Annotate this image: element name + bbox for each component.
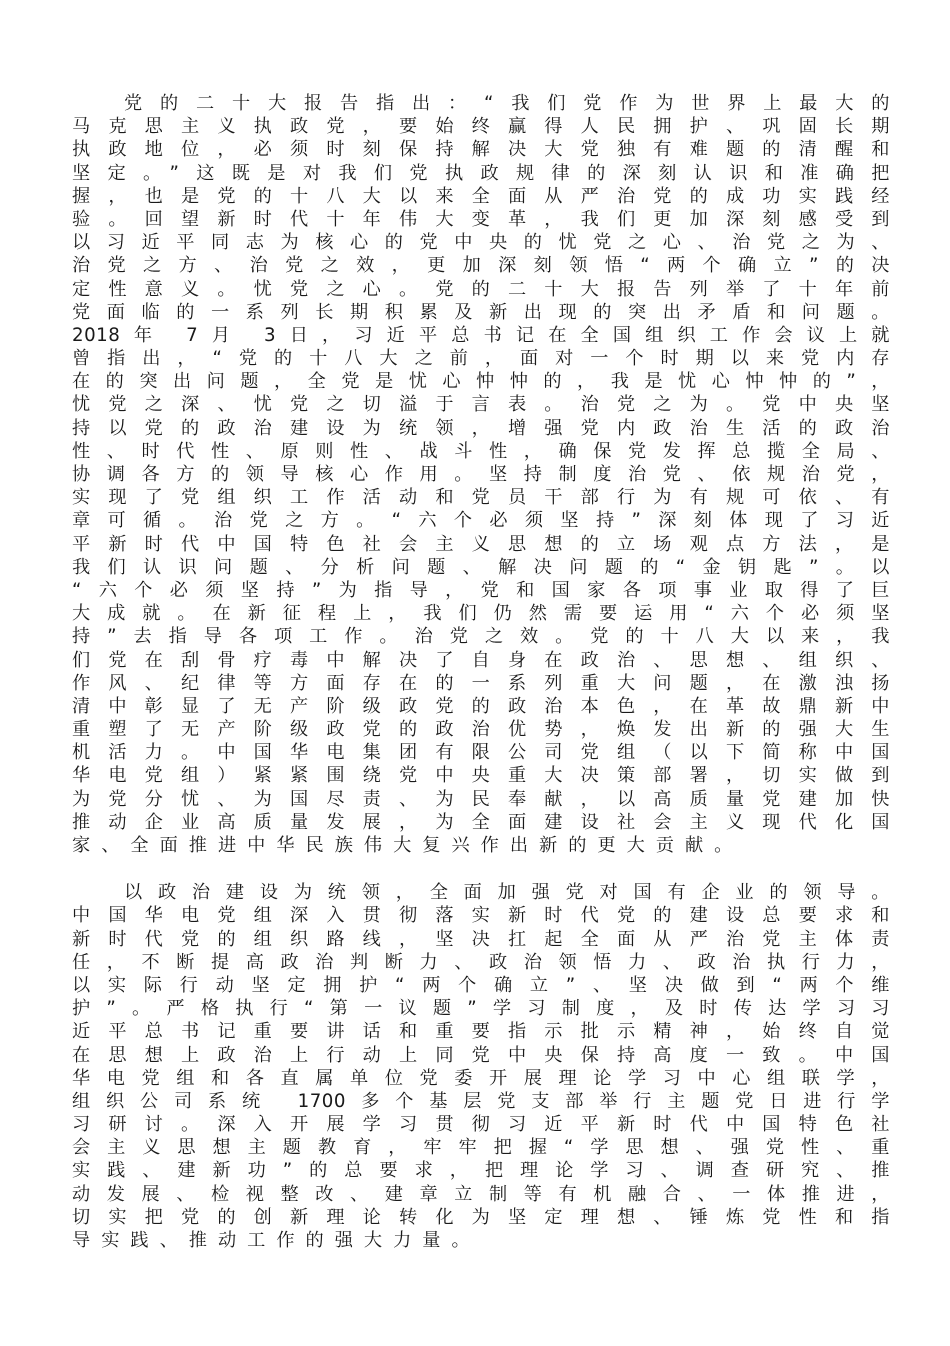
text-line: 执政地位，必须时刻保持解决大党独有难题的清醒和: [72, 139, 890, 161]
text-line: 们党在刮骨疗毒中解决了自身在政治、思想、组织、: [72, 649, 890, 671]
text-line: 性、时代性、原则性、战斗性，确保党发挥总揽全局、: [72, 440, 890, 462]
text-line: 协调各方的领导核心作用。坚持制度治党、依规治党，: [72, 464, 890, 485]
text-line: 作风、纪律等方面存在的一系列重大问题，在激浊扬: [72, 672, 890, 694]
text-line: 组织公司系统 1700多个基层党支部举行主题党日进行学: [72, 1090, 890, 1112]
text-line: 护”。严格执行“第一议题”学习制度，及时传达学习习: [72, 998, 890, 1020]
paragraph-2: [72, 881, 890, 1252]
text-line: 华电党组和各直属单位党委开展理论学习中心组联学，: [72, 1067, 890, 1089]
text-line: 新时代党的组织路线，坚决扛起全面从严治党主体责: [72, 928, 890, 950]
text-line: 以政治建设为统领，全面加强党对国有企业的领导。: [124, 882, 890, 904]
text-line: 近平总书记重要讲话和重要指示批示精神，始终自觉: [72, 1021, 890, 1043]
text-line: 在思想上政治上行动上同党中央保持高度一致。中国: [72, 1044, 890, 1066]
text-line: 实现了党组织工作活动和党员干部行为有规可依、有: [72, 487, 890, 509]
text-line: 章可循。治党之方。“六个必须坚持”深刻体现了习近: [72, 510, 890, 532]
text-line: 导实践、推动工作的强大力量。: [72, 1230, 481, 1251]
text-line: 党的二十大报告指出：“我们党作为世界上最大的: [124, 93, 890, 114]
text-line: “六个必须坚持”为指导，党和国家各项事业取得了巨: [72, 579, 890, 601]
text-line: 党面临的一系列长期积累及新出现的突出矛盾和问题。: [72, 301, 890, 323]
text-line: 定性意义。忧党之心。党的二十大报告列举了十年前: [72, 278, 890, 300]
text-line: 治党之方、治党之效，更加深刻领悟“两个确立”的决: [72, 255, 890, 277]
text-line: 实践、建新功”的总要求，把理论学习、调查研究、推: [72, 1160, 890, 1182]
text-line: 习研讨。深入开展学习贯彻习近平新时代中国特色社: [72, 1114, 890, 1136]
document-page: [72, 92, 890, 1252]
text-line: 在的突出问题，全党是忧心忡忡的，我是忧心忡忡的”，: [72, 371, 890, 393]
text-line: 中国华电党组深入贯彻落实新时代党的建设总要求和: [72, 905, 890, 927]
text-line: 华电党组）紧紧围绕党中央重大决策部署，切实做到: [72, 765, 890, 787]
text-line: 持”去指导各项工作。治党之效。党的十八大以来，我: [72, 626, 890, 648]
text-line: 坚定。”这既是对我们党执政规律的深刻认识和准确把: [72, 162, 890, 184]
text-line: 以实际行动坚定拥护“两个确立”、坚决做到“两个维: [72, 974, 890, 996]
text-line: 握，也是党的十八大以来全面从严治党的成功实践经: [72, 185, 890, 207]
text-line: 任，不断提高政治判断力、政治领悟力、政治执行力，: [72, 951, 890, 973]
text-line: 持以党的政治建设为统领，增强党内政治生活的政治: [72, 417, 890, 439]
text-line: 切实把党的创新理论转化为坚定理想、锤炼党性和指: [72, 1206, 890, 1228]
text-line: 会主义思想主题教育，牢牢把握“学思想、强党性、重: [72, 1137, 890, 1159]
text-line: 清中彰显了无产阶级政党的政治本色，在革故鼎新中: [72, 695, 890, 717]
text-line: 推动企业高质量发展，为全面建设社会主义现代化国: [72, 811, 890, 833]
text-line: 重塑了无产阶级政党的政治优势，焕发出新的强大生: [72, 719, 890, 741]
text-line: 2018年 7月 3日，习近平总书记在全国组织工作会议上就: [72, 324, 890, 346]
text-line: 忧党之深、忧党之切溢于言表。治党之为。党中央坚: [72, 394, 890, 416]
paragraph-gap: [72, 857, 890, 881]
text-line: 以习近平同志为核心的党中央的忧党之心、治党之为、: [72, 232, 890, 254]
text-line: 动发展、检视整改、建章立制等有机融合、一体推进，: [72, 1183, 890, 1205]
text-line: 我们认识问题、分析问题、解决问题的“金钥匙”。以: [72, 556, 890, 578]
text-line: 验。回望新时代十年伟大变革，我们更加深刻感受到: [72, 208, 890, 230]
paragraph-1: [72, 92, 890, 857]
text-line: 家、全面推进中华民族伟大复兴作出新的更大贡献。: [72, 835, 744, 856]
text-line: 大成就。在新征程上，我们仍然需要运用“六个必须坚: [72, 603, 890, 625]
text-line: 平新时代中国特色社会主义思想的立场观点方法，是: [72, 533, 890, 555]
text-line: 马克思主义执政党，要始终赢得人民拥护、巩固长期: [72, 116, 890, 138]
text-line: 曾指出，“党的十八大之前，面对一个时期以来党内存: [72, 348, 890, 370]
text-line: 为党分忧、为国尽责、为民奉献，以高质量党建加快: [72, 788, 890, 810]
text-line: 机活力。中国华电集团有限公司党组（以下简称中国: [72, 742, 890, 764]
